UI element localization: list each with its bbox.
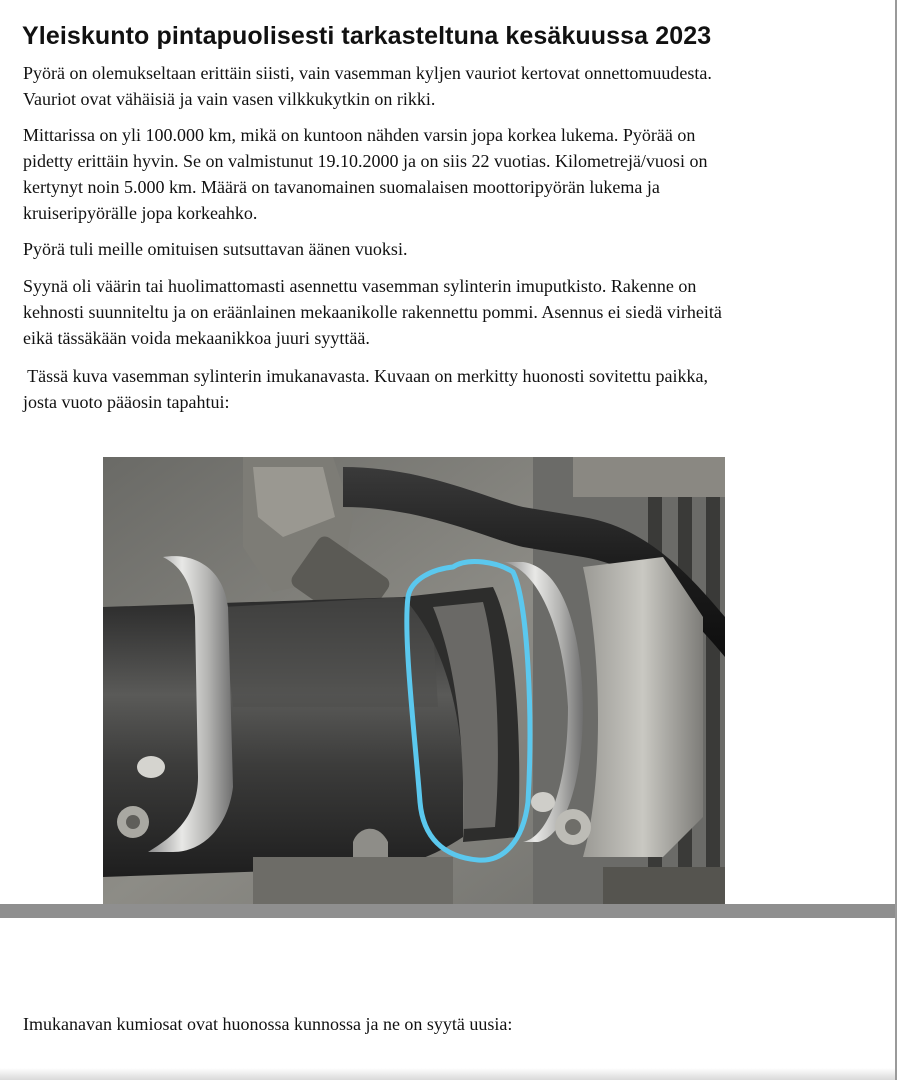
throttle-body: [583, 557, 703, 857]
text-line: Vauriot ovat vähäisiä ja vain vasen vilkkukytkin on rikki.: [23, 89, 436, 109]
text-line: Mittarissa on yli 100.000 km, mikä on kuntoon nähden varsin jopa korkea lukema. Pyörää on: [23, 125, 696, 145]
paragraph-reason-arrived: [23, 236, 803, 262]
paragraph-condition: [23, 60, 803, 112]
intake-photo-illustration: [103, 457, 725, 904]
page-break: [0, 904, 897, 919]
text-line: Pyörä on olemukseltaan erittäin siisti, vain vasemman kyljen vauriot kertovat onnettomuudesta.: [23, 63, 712, 83]
text-line: kruiseripyörälle jopa korkeahko.: [23, 203, 258, 223]
text-line: kertynyt noin 5.000 km. Määrä on tavanomainen suomalaisen moottoripyörän lukema ja: [23, 177, 660, 197]
clamp-screw: [137, 756, 165, 778]
paragraph-mileage: [23, 122, 803, 226]
page-bottom-shadow: [0, 1068, 897, 1080]
page-title: Yleiskunto pintapuolisesti tarkasteltuna kesäkuussa 2023: [22, 22, 712, 50]
text-line: Tässä kuva vasemman sylinterin imukanavasta. Kuvaan on merkitty huonosti sovitettu paikka,: [23, 366, 709, 386]
text-line: Pyörä tuli meille omituisen sutsuttavan äänen vuoksi.: [23, 239, 408, 259]
intake-photo: [103, 457, 725, 904]
paragraph-photo-caption: [23, 363, 803, 415]
text-line: kehnosti suunniteltu ja on eräänlainen mekaanikolle rakennettu pommi. Asennus ei siedä virheitä: [23, 302, 722, 322]
text-line: josta vuoto pääosin tapahtui:: [23, 392, 230, 412]
text-line: Syynä oli väärin tai huolimattomasti asennettu vasemman sylinterin imuputkisto. Rakenne on: [23, 276, 697, 296]
document-page-2: [0, 918, 897, 1080]
paragraph-cause: [23, 273, 803, 351]
text-line: pidetty erittäin hyvin. Se on valmistunut 19.10.2000 ja on siis 22 vuotias. Kilometrejä/vuosi on: [23, 151, 708, 171]
paragraph-rubber-parts: Imukanavan kumiosat ovat huonossa kunnossa ja ne on syytä uusia:: [23, 1014, 513, 1034]
upper-engine-part: [573, 457, 725, 497]
text-line: eikä tässäkään voida mekaanikkoa juuri syyttää.: [23, 328, 370, 348]
